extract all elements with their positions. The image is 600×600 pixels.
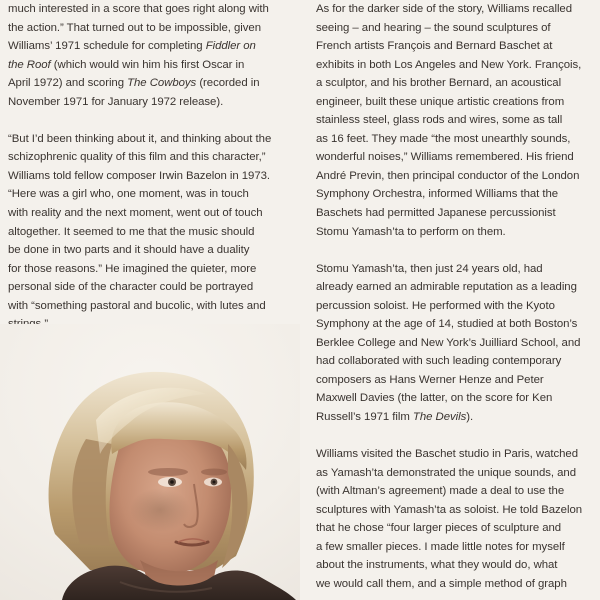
text-run: wonderful noises,” Williams remembered. His friend bbox=[316, 151, 574, 164]
text-line bbox=[8, 204, 300, 223]
text-run: that he chose “four larger pieces of sculpture and bbox=[316, 522, 562, 535]
text-paragraph bbox=[316, 445, 598, 593]
text-line bbox=[316, 74, 598, 93]
text-line bbox=[316, 148, 598, 167]
text-line bbox=[8, 19, 300, 38]
text-line bbox=[316, 223, 598, 242]
text-line bbox=[316, 464, 598, 483]
text-run: (recorded in bbox=[196, 77, 260, 90]
text-run: seeing – and hearing – the sound sculptures of bbox=[316, 21, 551, 34]
text-run: As for the darker side of the story, Williams recalled bbox=[316, 3, 573, 15]
text-run: altogether. It seemed to me that the music should bbox=[8, 225, 255, 238]
text-line bbox=[316, 93, 598, 112]
text-line bbox=[8, 130, 300, 149]
text-run: a few smaller pieces. I made little notes for myself bbox=[316, 540, 565, 553]
text-paragraph bbox=[8, 0, 300, 111]
text-run: French artists François and Bernard Baschet at bbox=[316, 40, 553, 53]
text-run: “Here was a girl who, one moment, was in touch bbox=[8, 188, 249, 201]
text-line bbox=[316, 19, 598, 38]
text-run: with “something pastoral and bucolic, with lutes and bbox=[8, 299, 266, 312]
text-run: Russell’s 1971 film bbox=[316, 410, 413, 423]
text-run: (which would win him his first Oscar in bbox=[50, 58, 245, 71]
text-line bbox=[8, 223, 300, 242]
text-line bbox=[8, 74, 300, 93]
text-paragraph bbox=[8, 130, 300, 334]
text-run: a sculptor, and his brother Bernard, an acoustical bbox=[316, 77, 562, 90]
text-line bbox=[316, 167, 598, 186]
text-line bbox=[8, 260, 300, 279]
text-run: percussion soloist. He performed with the Kyoto bbox=[316, 299, 555, 312]
text-line bbox=[316, 315, 598, 334]
text-run: engineer, built these unique artistic creations from bbox=[316, 95, 565, 108]
text-line bbox=[316, 352, 598, 371]
text-line bbox=[8, 185, 300, 204]
text-line bbox=[316, 185, 598, 204]
text-line bbox=[8, 37, 300, 56]
text-run: Berklee College and New York’s Juilliard School, and bbox=[316, 336, 581, 349]
text-line bbox=[316, 56, 598, 75]
text-line bbox=[316, 334, 598, 353]
text-run: November 1971 for January 1972 release). bbox=[8, 95, 224, 108]
text-run: we would call them, and a simple method of graph bbox=[316, 577, 567, 590]
text-run: Williams’ 1971 schedule for completing bbox=[8, 40, 206, 53]
text-run: “But I’d been thinking about it, and thinking about the bbox=[8, 132, 272, 145]
text-line bbox=[8, 93, 300, 112]
text-line bbox=[8, 278, 300, 297]
text-run: personal side of the character could be portrayed bbox=[8, 281, 254, 294]
text-line bbox=[8, 241, 300, 260]
left-text-column bbox=[8, 0, 300, 334]
text-line bbox=[8, 148, 300, 167]
text-line bbox=[316, 204, 598, 223]
text-line bbox=[316, 575, 598, 594]
text-run: Williams told fellow composer Irwin Bazelon in 1973. bbox=[8, 169, 271, 182]
text-line bbox=[316, 556, 598, 575]
text-run: with reality and the next moment, went out of touch bbox=[8, 206, 263, 219]
text-run: as Yamash’ta demonstrated the unique sounds, and bbox=[316, 466, 576, 479]
text-line bbox=[316, 389, 598, 408]
text-line bbox=[8, 297, 300, 316]
text-paragraph bbox=[316, 0, 598, 241]
text-run: exhibits in both Los Angeles and New York. François, bbox=[316, 58, 582, 71]
portrait-photo bbox=[0, 324, 300, 600]
text-line bbox=[316, 297, 598, 316]
text-run: the action.” That turned out to be impossible, given bbox=[8, 21, 262, 34]
text-run: Maxwell Davies (the latter, on the score for Ken bbox=[316, 392, 553, 405]
italic-title: The Cowboys bbox=[127, 77, 197, 90]
text-line bbox=[316, 111, 598, 130]
text-run: had collaborated with such leading contemporary bbox=[316, 355, 562, 368]
text-line bbox=[316, 260, 598, 279]
italic-title: The Devils bbox=[412, 410, 467, 423]
text-line bbox=[316, 519, 598, 538]
text-run: (with Altman’s agreement) made a deal to use the bbox=[316, 485, 565, 498]
text-run: ). bbox=[466, 410, 474, 423]
text-line bbox=[316, 445, 598, 464]
text-run: composers as Hans Werner Henze and Peter bbox=[316, 373, 544, 386]
text-run: already earned an admirable reputation as a leading bbox=[316, 281, 577, 294]
text-line bbox=[316, 278, 598, 297]
text-run: Stomu Yamash’ta, then just 24 years old, had bbox=[316, 262, 543, 275]
text-line bbox=[8, 56, 300, 75]
text-line bbox=[316, 538, 598, 557]
text-line bbox=[316, 130, 598, 149]
text-run: April 1972) and scoring bbox=[8, 77, 128, 90]
text-run: as 16 feet. They made “the most unearthly sounds, bbox=[316, 132, 571, 145]
italic-title: the Roof bbox=[8, 58, 51, 71]
text-run: about the instruments, what they would do, what bbox=[316, 559, 558, 572]
text-run: Symphony Orchestra, informed Williams that the bbox=[316, 188, 559, 201]
text-run: Baschets had permitted Japanese percussionist bbox=[316, 207, 556, 220]
text-line bbox=[316, 37, 598, 56]
text-line bbox=[8, 0, 300, 19]
text-run: be done in two parts and it should have a duality bbox=[8, 244, 250, 257]
text-run: schizophrenic quality of this film and this character,” bbox=[8, 151, 266, 164]
text-run: Williams visited the Baschet studio in Paris, watched bbox=[316, 448, 578, 461]
italic-title: Fiddler on bbox=[205, 40, 256, 53]
text-paragraph bbox=[316, 260, 598, 427]
text-run: stainless steel, glass rods and wires, some as tall bbox=[316, 114, 563, 127]
text-line bbox=[316, 0, 598, 19]
text-run: Symphony at the age of 14, studied at both Boston’s bbox=[316, 318, 578, 331]
text-line bbox=[316, 482, 598, 501]
right-text-column bbox=[316, 0, 598, 593]
text-line bbox=[316, 408, 598, 427]
text-run: much interested in a score that goes right along with bbox=[8, 3, 269, 15]
text-run: sculptures with Yamash’ta as soloist. He told Bazelon bbox=[316, 503, 583, 516]
text-line bbox=[8, 167, 300, 186]
text-run: André Previn, then principal conductor of the London bbox=[316, 169, 580, 182]
text-line bbox=[316, 371, 598, 390]
text-run: Stomu Yamash’ta to perform on them. bbox=[316, 225, 506, 238]
text-run: for those reasons.” He imagined the quieter, more bbox=[8, 262, 257, 275]
text-line bbox=[316, 501, 598, 520]
